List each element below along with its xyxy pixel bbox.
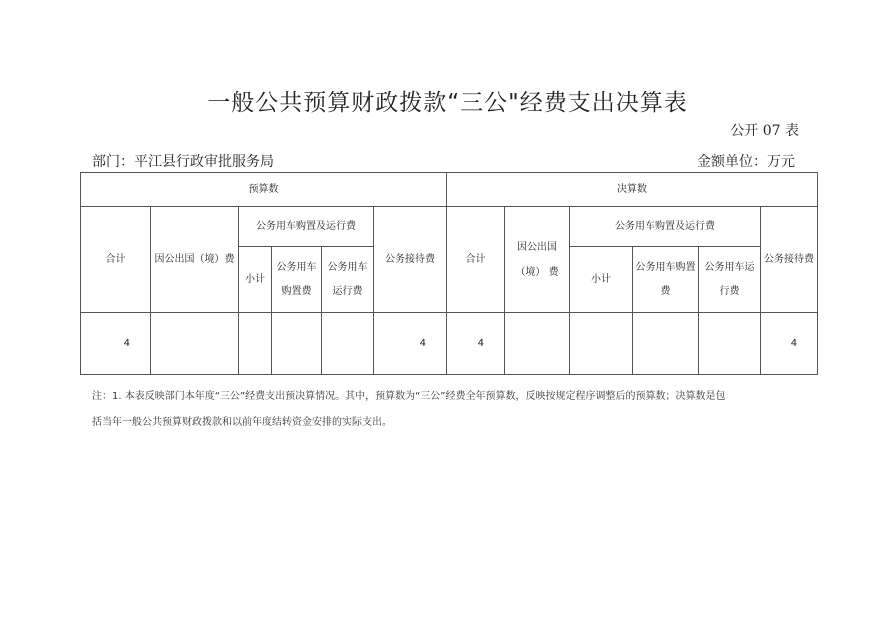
final-abroad-header-line2: （境） 费 [515, 266, 559, 278]
three-public-expenses-table [80, 172, 818, 375]
budget-abroad-value [151, 313, 239, 375]
budget-total-header: 合计 [81, 207, 151, 313]
page-title: 一般公共预算财政拨款“三公"经费支出决算表 [207, 90, 688, 116]
budget-abroad-header: 因公出国（境）费 [151, 207, 239, 313]
budget-reception-header: 公务接待费 [374, 207, 447, 313]
budget-subtotal-value [239, 313, 272, 375]
budget-vehicle-group-header: 公务用车购置及运行费 [239, 207, 374, 247]
final-subtotal-value [570, 313, 633, 375]
final-operation-value [699, 313, 761, 375]
final-purchase-header: 公务用车购置费 [633, 247, 699, 313]
final-abroad-header-line1: 因公出国 [517, 241, 558, 253]
final-reception-header: 公务接待费 [761, 207, 818, 313]
footnote [92, 384, 820, 436]
form-number: 公开 07 表 [730, 123, 799, 139]
final-total-value: 4 [447, 313, 505, 375]
footnote-line1: 注：1. 本表反映部门本年度“三公”经费支出预决算情况。其中，预算数为“三公”经费全年预算数，反映按规定程序调整后的预算数；决算数是包 [92, 391, 726, 402]
final-reception-value: 4 [761, 313, 818, 375]
final-abroad-header [505, 207, 570, 313]
budget-reception-value: 4 [374, 313, 447, 375]
budget-purchase-value [272, 313, 322, 375]
footnote-line2: 括当年一般公共预算财政拨款和以前年度结转资金安排的实际支出。 [92, 417, 392, 428]
budget-operation-value [322, 313, 374, 375]
final-purchase-value [633, 313, 699, 375]
budget-header: 预算数 [81, 173, 447, 207]
amount-unit-label: 金额单位：万元 [697, 154, 795, 170]
final-subtotal-header: 小计 [570, 247, 633, 313]
budget-subtotal-header: 小计 [239, 247, 272, 313]
final-header: 决算数 [447, 173, 818, 207]
budget-purchase-header: 公务用车购置费 [272, 247, 322, 313]
department-label: 部门：平江县行政审批服务局 [92, 154, 274, 170]
final-abroad-value [505, 313, 570, 375]
budget-operation-header: 公务用车运行费 [322, 247, 374, 313]
budget-total-value: 4 [81, 313, 151, 375]
final-total-header: 合计 [447, 207, 505, 313]
final-operation-header: 公务用车运行费 [699, 247, 761, 313]
final-vehicle-group-header: 公务用车购置及运行费 [570, 207, 761, 247]
